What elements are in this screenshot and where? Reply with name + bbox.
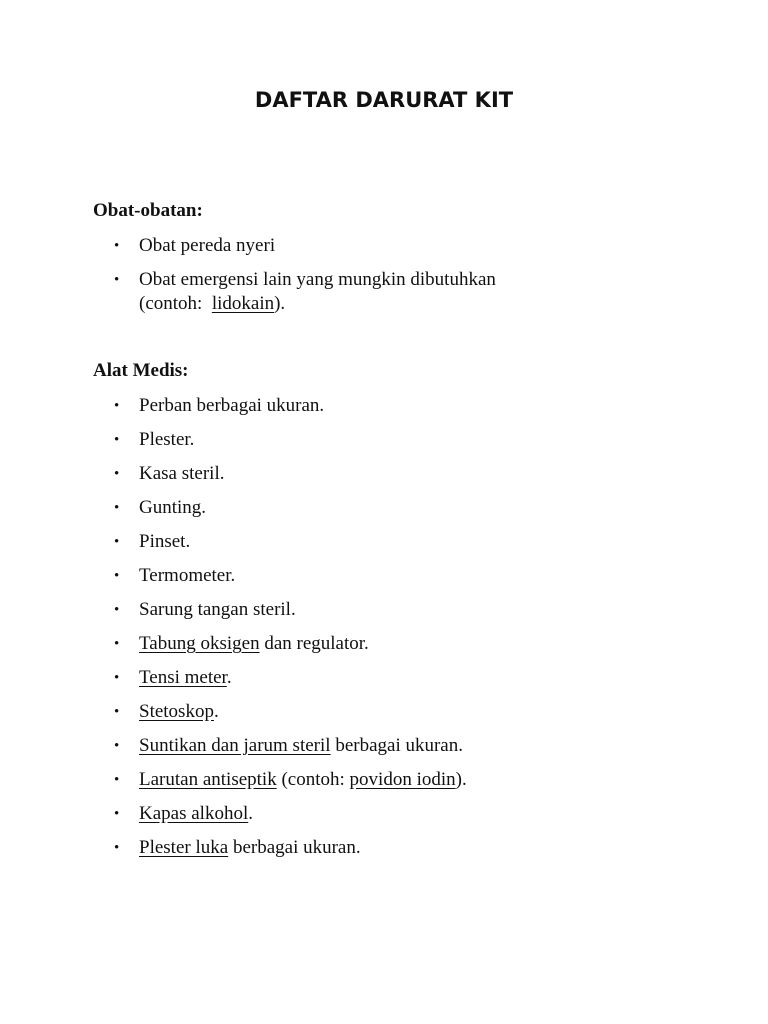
list-item-text (139, 666, 559, 690)
link-tensi-meter[interactable]: Tensi meter (139, 667, 227, 688)
list-item-text (139, 700, 559, 724)
section-heading-alat-medis: Alat Medis: (93, 360, 189, 381)
bullet-icon: • (114, 772, 120, 788)
inline-text: (contoh: (276, 769, 350, 790)
list-item-line (139, 292, 559, 316)
list-item-line: Obat emergensi lain yang mungkin dibutuhkan (139, 269, 496, 290)
list-item-text: Sarung tangan steril. (139, 599, 296, 620)
inline-text: . (226, 667, 232, 688)
bullet-icon: • (114, 806, 120, 822)
inline-text: dan regulator. (259, 633, 369, 654)
inline-text: berbagai ukuran. (330, 735, 463, 756)
link-lidokain[interactable]: lidokain (211, 293, 275, 314)
inline-text: (contoh: (139, 293, 212, 314)
bullet-icon: • (114, 738, 120, 754)
list-item-text (139, 734, 559, 758)
link-stetoskop[interactable]: Stetoskop (139, 701, 214, 722)
list-item-text: Plester. (139, 429, 195, 450)
inline-text: . (213, 701, 219, 722)
link-larutan-antiseptik[interactable]: Larutan antiseptik (139, 769, 277, 790)
section-heading-obat: Obat-obatan: (93, 200, 203, 221)
bullet-icon: • (114, 704, 120, 720)
list-item-text: Perban berbagai ukuran. (139, 395, 325, 416)
bullet-icon: • (114, 602, 120, 618)
bullet-icon: • (114, 466, 120, 482)
inline-text: berbagai ukuran. (228, 837, 361, 858)
list-item-text (139, 768, 559, 792)
list-item-text (139, 836, 559, 860)
list-item-text: Obat pereda nyeri (139, 235, 276, 256)
list-item-text: Kasa steril. (139, 463, 225, 484)
bullet-icon: • (114, 432, 120, 448)
bullet-icon: • (114, 272, 120, 288)
inline-text: ). (274, 293, 286, 314)
bullet-icon: • (114, 238, 120, 254)
list-item-text: Pinset. (139, 531, 191, 552)
list-item-text (139, 802, 559, 826)
link-povidon-iodin[interactable]: povidon iodin (349, 769, 456, 790)
bullet-icon: • (114, 568, 120, 584)
bullet-icon: • (114, 398, 120, 414)
link-suntikan-jarum-steril[interactable]: Suntikan dan jarum steril (139, 735, 331, 756)
inline-text: . (248, 803, 253, 824)
bullet-icon: • (114, 636, 120, 652)
list-item-text: Gunting. (139, 497, 207, 518)
list-item-text (139, 268, 559, 316)
list-item-text (139, 632, 559, 656)
inline-text: ). (455, 769, 467, 790)
bullet-icon: • (114, 840, 120, 856)
bullet-icon: • (114, 670, 120, 686)
list-item-text: Termometer. (139, 565, 236, 586)
document-title: DAFTAR DARURAT KIT (254, 88, 514, 112)
bullet-icon: • (114, 534, 120, 550)
link-plester-luka[interactable]: Plester luka (139, 837, 229, 858)
link-kapas-alkohol[interactable]: Kapas alkohol (139, 803, 249, 824)
bullet-icon: • (114, 500, 120, 516)
link-tabung-oksigen[interactable]: Tabung oksigen (139, 633, 260, 654)
